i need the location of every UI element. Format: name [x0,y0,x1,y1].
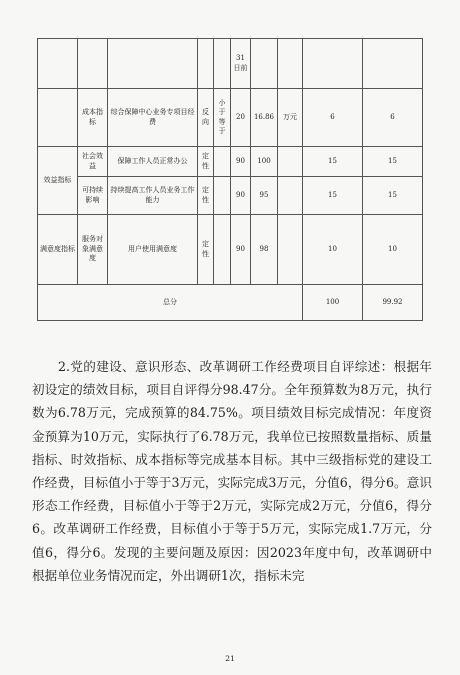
score-cell: 10 [303,215,363,285]
total-row [38,285,423,321]
group-cell: 效益指标 [38,147,78,215]
direction-cell: 定性 [198,147,214,177]
score-cell: 6 [363,89,423,147]
direction-cell: 反向 [198,89,214,147]
indicator-item-cell: 综合保障中心业务专项目经费 [108,89,198,147]
actual-cell: 16.86 [251,89,278,147]
date-cell: 31 日前 [231,39,251,89]
table-row [38,215,423,285]
direction-cell: 定性 [198,215,214,285]
body-paragraph: 2.党的建设、意识形态、改革调研工作经费项目自评综述：根据年初设定的绩效目标，项目自评得分98.47分。全年预算数为8万元，执行数为6.78万元，完成预算的84.75%。项目绩效目标完成情况：年度资金预算为10万元，实际执行了6.78万元，我单位已按照数量指标、质量指标、时效指标、成本指标等完成基本目标。其中三级指标党的建设工作经费，目标值小于等于3万元，实际完成3万元，分值6，得分6。意识形态工作经费，目标值小于等于2万元，实际完成2万元，分值6，得分6。改革调研工作经费，目标值小于等于5万元，实际完成1.7万元，分值6，得分6。发现的主要问题及原因：因2023年度中旬，改革调研中根据单位业务情况而定，外出调研1次，指标未完 [32,359,432,583]
actual-cell: 100 [251,147,278,177]
table-row [38,177,423,215]
target-cell: 90 [231,177,251,215]
page-number: 21 [225,654,235,663]
table-row [38,89,423,147]
operator-cell: 小于等于 [214,89,231,147]
target-cell: 90 [231,147,251,177]
score-cell: 6 [303,89,363,147]
indicator-item-cell: 保障工作人员正常办公 [108,147,198,177]
total-label: 总分 [38,285,303,321]
subindicator-cell: 服务对象满意度 [78,215,108,285]
group-cell: 满意度指标 [38,215,78,285]
score-cell: 15 [363,147,423,177]
target-cell: 20 [231,89,251,147]
unit-cell: 万元 [278,89,303,147]
subindicator-cell: 成本指标 [78,89,108,147]
score-cell: 10 [363,215,423,285]
target-cell: 90 [231,215,251,285]
subindicator-cell: 可持续影响 [78,177,108,215]
total-score-cell: 99.92 [363,285,423,321]
score-cell: 15 [363,177,423,215]
table-row [38,147,423,177]
actual-cell: 98 [251,215,278,285]
direction-cell: 定性 [198,177,214,215]
total-score-cell: 100 [303,285,363,321]
table-row [38,39,423,89]
indicator-item-cell: 持续提高工作人员业务工作能力 [108,177,198,215]
performance-table [37,38,423,321]
subindicator-cell: 社会效益 [78,147,108,177]
indicator-item-cell: 用户使用满意度 [108,215,198,285]
score-cell: 15 [303,177,363,215]
actual-cell: 95 [251,177,278,215]
score-cell: 15 [303,147,363,177]
